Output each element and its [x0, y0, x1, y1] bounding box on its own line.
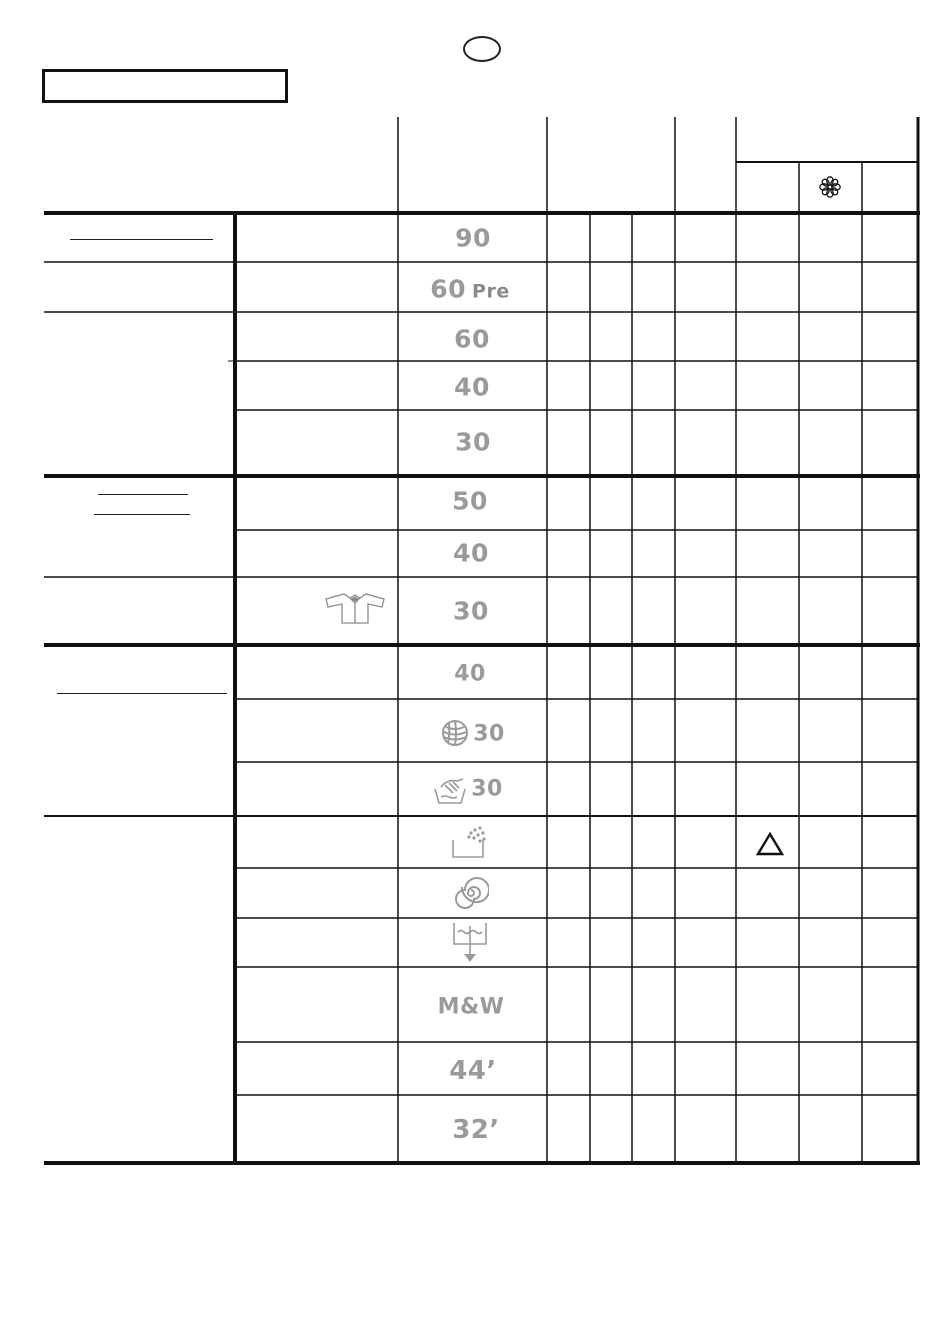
- programme-label: 30: [453, 596, 489, 626]
- programme-label: 40: [454, 372, 490, 402]
- group-label-blank: [57, 693, 227, 694]
- hand-wash-icon: [433, 775, 467, 805]
- flower-icon: [818, 175, 842, 199]
- programme-label: 40: [454, 661, 486, 687]
- programme-label: 30: [473, 721, 505, 747]
- programme-label: 30: [455, 427, 491, 457]
- rinse-icon: [450, 824, 488, 860]
- spin-icon: [453, 875, 489, 911]
- group-label-blank: [70, 239, 213, 240]
- triangle-icon: [756, 832, 784, 856]
- group-label-blank: [98, 494, 188, 495]
- wool-icon: [440, 718, 470, 748]
- drain-icon: [450, 920, 490, 964]
- programme-label: 30: [471, 776, 503, 802]
- programme-label: 90: [455, 223, 491, 253]
- programme-label: M&W: [437, 994, 505, 1020]
- group-label-blank: [94, 514, 190, 515]
- programme-label: 32’: [452, 1115, 500, 1145]
- programme-label: 50: [452, 486, 488, 516]
- shirt-icon: [322, 591, 388, 625]
- programme-label: 44’: [449, 1056, 497, 1086]
- programme-label: 40: [453, 538, 489, 568]
- programme-label: 60 Pre: [430, 274, 510, 304]
- programme-suffix: Pre: [472, 280, 510, 303]
- programme-label: 60: [454, 324, 490, 354]
